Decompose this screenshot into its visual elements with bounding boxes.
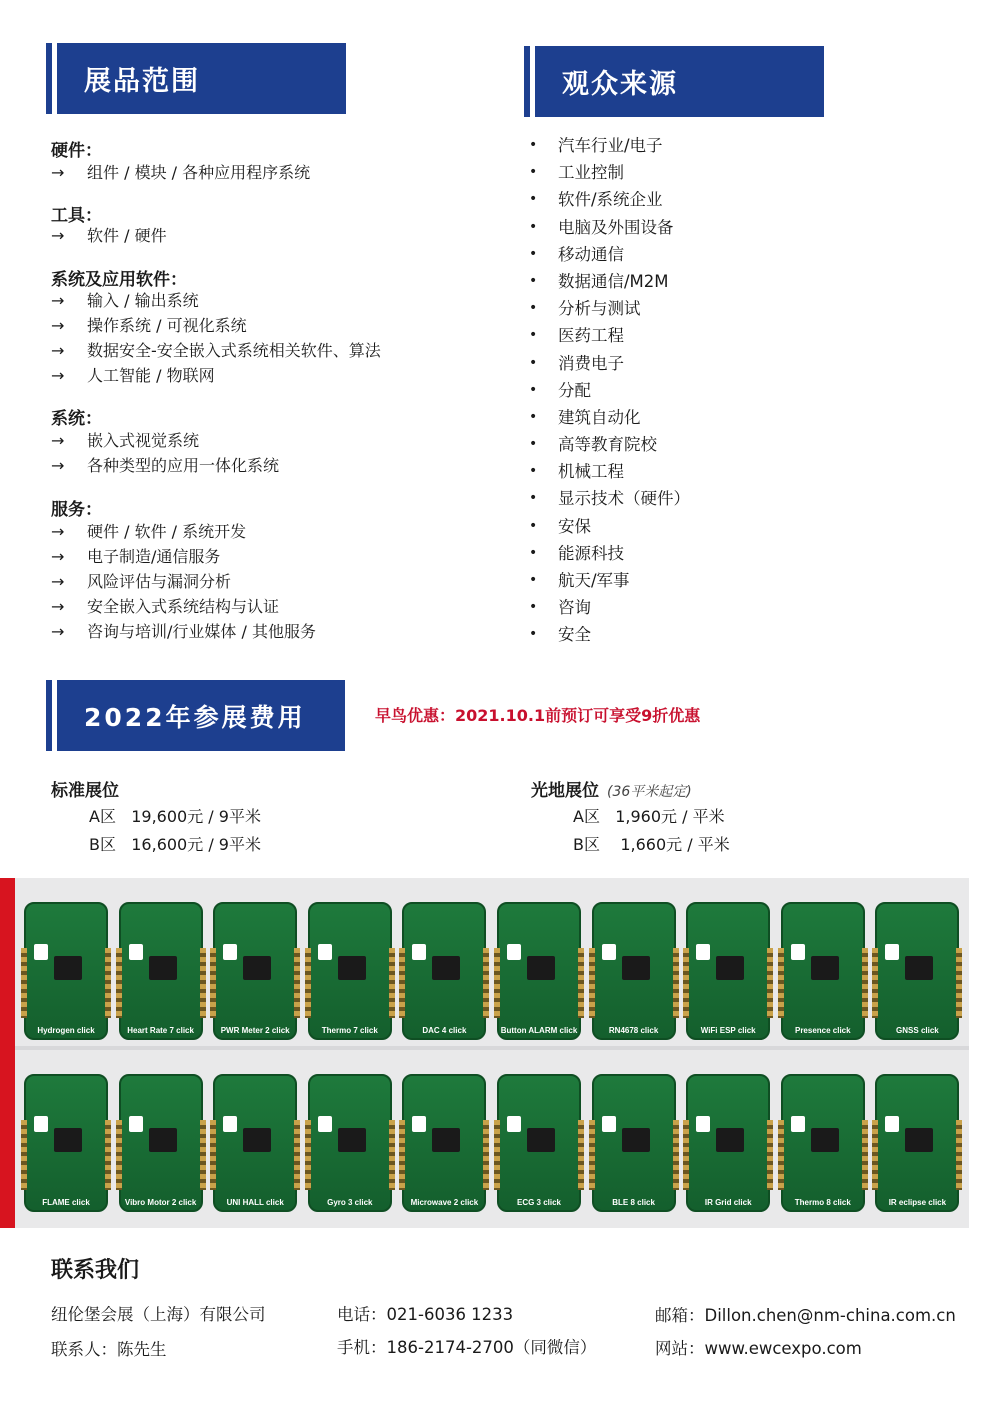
board-chip	[811, 1128, 839, 1152]
board-pins	[578, 1120, 584, 1190]
board-pins	[210, 948, 216, 1018]
bullet-icon: •	[529, 191, 538, 208]
product-photo	[0, 878, 969, 1228]
board-label: Microwave 2 click	[410, 1198, 479, 1207]
board-logo	[223, 1116, 237, 1132]
click-board	[781, 1074, 865, 1212]
list-item: • 高等教育院校	[529, 431, 690, 458]
board-logo	[507, 944, 521, 960]
bullet-icon: •	[529, 572, 538, 588]
board-pins	[578, 948, 584, 1018]
list-item: • 消费电子	[529, 350, 690, 377]
board-label: UNI HALL click	[226, 1198, 284, 1207]
board-chip	[149, 956, 177, 980]
board-logo	[602, 944, 616, 960]
fees-header	[46, 680, 345, 751]
arrow-icon: →	[51, 547, 65, 566]
board-pins	[494, 948, 500, 1018]
arrow-icon: →	[51, 291, 65, 310]
board-pins	[767, 1120, 773, 1190]
arrow-icon: →	[51, 163, 65, 182]
list-item: • 能源科技	[529, 540, 690, 567]
board-pins	[294, 1120, 300, 1190]
board-pins	[399, 948, 405, 1018]
bullet-icon: •	[529, 218, 538, 235]
board-pins	[778, 1120, 784, 1190]
arrow-icon: →	[51, 597, 65, 616]
click-board	[781, 902, 865, 1040]
board-pins	[105, 1120, 111, 1190]
shelf-divider	[15, 1046, 969, 1050]
board-chip	[54, 1128, 82, 1152]
board-chip	[622, 956, 650, 980]
section-heading-software: 系统及应用软件：	[51, 270, 187, 290]
list-item: • 分析与测试	[529, 295, 690, 322]
bullet-icon: •	[529, 327, 538, 344]
board-pins	[956, 948, 962, 1018]
bullet-icon: •	[529, 626, 538, 643]
raw-space-note: (36平米起定)	[607, 784, 692, 800]
list-item: → 咨询与培训/行业媒体 / 其他服务	[51, 619, 316, 644]
click-board	[213, 1074, 297, 1212]
click-board	[402, 1074, 486, 1212]
list-item: → 电子制造/通信服务	[51, 544, 316, 569]
visitor-sources-list	[529, 132, 690, 649]
standard-row-a: A区 19,600元 / 9平米	[89, 807, 261, 826]
software-list	[51, 288, 381, 388]
arrow-icon: →	[51, 456, 65, 475]
bullet-icon: •	[529, 300, 538, 317]
click-board	[497, 1074, 581, 1212]
click-board	[686, 902, 770, 1040]
board-label: Gyro 3 click	[327, 1198, 373, 1207]
list-item: → 嵌入式视觉系统	[51, 428, 279, 453]
arrow-icon: →	[51, 522, 65, 541]
contact-person: 联系人：陈先生	[51, 1340, 167, 1359]
section-heading-services: 服务：	[51, 500, 102, 520]
board-chip	[527, 956, 555, 980]
board-logo	[318, 944, 332, 960]
board-pins	[399, 1120, 405, 1190]
phone-number: 电话：021-6036 1233	[337, 1305, 514, 1324]
board-pins	[589, 948, 595, 1018]
raw-space-heading: 光地展位 (36平米起定)	[531, 781, 692, 801]
board-pins	[200, 1120, 206, 1190]
board-label: PWR Meter 2 click	[220, 1026, 290, 1035]
raw-space-row-b: B区 1,660元 / 平米	[573, 835, 730, 854]
list-item: → 输入 / 输出系统	[51, 288, 381, 313]
bullet-icon: •	[529, 272, 538, 289]
board-chip	[905, 956, 933, 980]
bullet-icon: •	[529, 245, 538, 262]
bullet-icon: •	[529, 436, 538, 453]
board-logo	[696, 1116, 710, 1132]
board-label: IR Grid click	[704, 1198, 752, 1207]
hardware-list	[51, 160, 310, 185]
board-pins	[389, 1120, 395, 1190]
board-logo	[129, 1116, 143, 1132]
board-pins	[21, 948, 27, 1018]
board-label: Button ALARM click	[500, 1026, 578, 1035]
bullet-icon: •	[529, 137, 538, 153]
bullet-icon: •	[529, 381, 538, 398]
board-pins	[494, 1120, 500, 1190]
board-chip	[716, 956, 744, 980]
click-board	[308, 1074, 392, 1212]
bullet-icon: •	[529, 517, 538, 534]
board-chip	[432, 956, 460, 980]
section-heading-systems: 系统：	[51, 409, 102, 429]
board-chip	[432, 1128, 460, 1152]
list-item: • 数据通信/M2M	[529, 268, 690, 295]
board-pins	[589, 1120, 595, 1190]
email-link[interactable]: 邮箱：Dillon.chen@nm-china.com.cn	[655, 1306, 956, 1325]
board-logo	[34, 1116, 48, 1132]
bullet-icon: •	[529, 544, 538, 561]
arrow-icon: →	[51, 316, 65, 335]
board-logo	[412, 1116, 426, 1132]
board-pins	[483, 948, 489, 1018]
board-label: Vibro Motor 2 click	[124, 1198, 197, 1207]
board-logo	[223, 944, 237, 960]
board-label: FLAME click	[42, 1198, 90, 1207]
fees-title: 2022年参展费用	[84, 702, 306, 732]
board-logo	[34, 944, 48, 960]
click-board	[592, 1074, 676, 1212]
arrow-icon: →	[51, 572, 65, 591]
board-pins	[483, 1120, 489, 1190]
board-label: WiFi ESP click	[700, 1026, 756, 1035]
click-board	[24, 1074, 108, 1212]
arrow-icon: →	[51, 341, 65, 360]
bullet-icon: •	[529, 599, 538, 616]
click-board	[875, 1074, 959, 1212]
click-board	[875, 902, 959, 1040]
accent-bar	[0, 878, 15, 1228]
board-chip	[149, 1128, 177, 1152]
board-pins	[305, 948, 311, 1018]
list-item: → 各种类型的应用一体化系统	[51, 453, 279, 478]
board-logo	[885, 1116, 899, 1132]
click-board	[119, 1074, 203, 1212]
board-logo	[602, 1116, 616, 1132]
section-heading-hardware: 硬件：	[51, 141, 102, 161]
list-item: • 安全	[529, 621, 690, 648]
list-item: • 电脑及外围设备	[529, 214, 690, 241]
board-label: Hydrogen click	[37, 1026, 95, 1035]
board-chip	[54, 956, 82, 980]
standard-row-b: B区 16,600元 / 9平米	[89, 835, 261, 854]
click-board	[592, 902, 676, 1040]
bullet-icon: •	[529, 164, 538, 181]
standard-booth-heading: 标准展位	[51, 781, 119, 801]
exhibit-scope-header	[46, 43, 346, 114]
mobile-number: 手机：186-2174-2700（同微信）	[337, 1338, 597, 1357]
bullet-icon: •	[529, 354, 538, 371]
list-item: • 医药工程	[529, 322, 690, 349]
arrow-icon: →	[51, 226, 65, 245]
board-logo	[791, 1116, 805, 1132]
company-name: 纽伦堡会展（上海）有限公司	[51, 1305, 266, 1324]
visitor-sources-title: 观众来源	[562, 69, 678, 100]
board-logo	[696, 944, 710, 960]
list-item: → 软件 / 硬件	[51, 223, 167, 248]
board-chip	[622, 1128, 650, 1152]
board-pins	[200, 948, 206, 1018]
board-chip	[811, 956, 839, 980]
board-chip	[338, 1128, 366, 1152]
raw-space-row-a: A区 1,960元 / 平米	[573, 807, 725, 826]
list-item: • 显示技术（硬件）	[529, 485, 690, 512]
board-pins	[116, 1120, 122, 1190]
board-label: GNSS click	[896, 1026, 939, 1035]
list-item: → 数据安全-安全嵌入式系统相关软件、算法	[51, 338, 381, 363]
board-pins	[673, 1120, 679, 1190]
visitor-sources-header	[524, 46, 824, 117]
arrow-icon: →	[51, 431, 65, 450]
list-item: → 人工智能 / 物联网	[51, 363, 381, 388]
board-pins	[956, 1120, 962, 1190]
board-label: RN4678 click	[608, 1026, 659, 1035]
board-logo	[885, 944, 899, 960]
board-pins	[872, 1120, 878, 1190]
board-pins	[862, 1120, 868, 1190]
board-pins	[683, 948, 689, 1018]
board-label: BLE 8 click	[612, 1198, 655, 1207]
list-item: • 建筑自动化	[529, 404, 690, 431]
board-pins	[872, 948, 878, 1018]
list-item: • 咨询	[529, 594, 690, 621]
board-logo	[129, 944, 143, 960]
click-board	[119, 902, 203, 1040]
board-chip	[338, 956, 366, 980]
exhibit-scope-title: 展品范围	[84, 66, 200, 97]
board-pins	[116, 948, 122, 1018]
list-item: • 机械工程	[529, 458, 690, 485]
services-list	[51, 519, 316, 644]
board-pins	[105, 948, 111, 1018]
click-board	[497, 902, 581, 1040]
systems-list	[51, 428, 279, 478]
bullet-icon: •	[529, 408, 538, 425]
list-item: → 硬件 / 软件 / 系统开发	[51, 519, 316, 544]
click-board	[402, 902, 486, 1040]
board-chip	[716, 1128, 744, 1152]
list-item: • 软件/系统企业	[529, 186, 690, 213]
board-logo	[318, 1116, 332, 1132]
bullet-icon: •	[529, 490, 538, 507]
board-logo	[507, 1116, 521, 1132]
board-chip	[527, 1128, 555, 1152]
board-chip	[243, 1128, 271, 1152]
board-pins	[778, 948, 784, 1018]
board-pins	[294, 948, 300, 1018]
section-heading-tools: 工具：	[51, 206, 102, 226]
board-pins	[673, 948, 679, 1018]
list-item: → 组件 / 模块 / 各种应用程序系统	[51, 160, 310, 185]
board-pins	[21, 1120, 27, 1190]
click-board	[686, 1074, 770, 1212]
list-item: → 风险评估与漏洞分析	[51, 569, 316, 594]
list-item: • 安保	[529, 513, 690, 540]
board-pins	[862, 948, 868, 1018]
click-board	[308, 902, 392, 1040]
list-item: • 工业控制	[529, 159, 690, 186]
list-item: → 操作系统 / 可视化系统	[51, 313, 381, 338]
board-pins	[683, 1120, 689, 1190]
arrow-icon: →	[51, 622, 65, 641]
board-pins	[389, 948, 395, 1018]
board-logo	[412, 944, 426, 960]
list-item: • 移动通信	[529, 241, 690, 268]
list-item: → 安全嵌入式系统结构与认证	[51, 594, 316, 619]
board-label: Thermo 8 click	[794, 1198, 851, 1207]
board-label: DAC 4 click	[422, 1026, 467, 1035]
list-item: • 汽车行业/电子	[529, 132, 690, 159]
board-label: Thermo 7 click	[321, 1026, 378, 1035]
click-board	[213, 902, 297, 1040]
click-board	[24, 902, 108, 1040]
arrow-icon: →	[51, 366, 65, 385]
tools-list	[51, 223, 167, 248]
contact-title: 联系我们	[51, 1258, 140, 1283]
board-pins	[305, 1120, 311, 1190]
list-item: • 分配	[529, 377, 690, 404]
early-bird-notice: 早鸟优惠：2021.10.1前预订可享受9折优惠	[375, 706, 701, 725]
list-item: • 航天/军事	[529, 567, 690, 594]
board-label: Presence click	[794, 1026, 851, 1035]
board-pins	[210, 1120, 216, 1190]
website-link[interactable]: 网站：www.ewcexpo.com	[655, 1339, 862, 1358]
board-chip	[243, 956, 271, 980]
board-logo	[791, 944, 805, 960]
board-label: IR eclipse click	[888, 1198, 947, 1207]
board-pins	[767, 948, 773, 1018]
board-label: Heart Rate 7 click	[127, 1026, 194, 1035]
board-chip	[905, 1128, 933, 1152]
bullet-icon: •	[529, 463, 538, 480]
board-label: ECG 3 click	[516, 1198, 562, 1207]
